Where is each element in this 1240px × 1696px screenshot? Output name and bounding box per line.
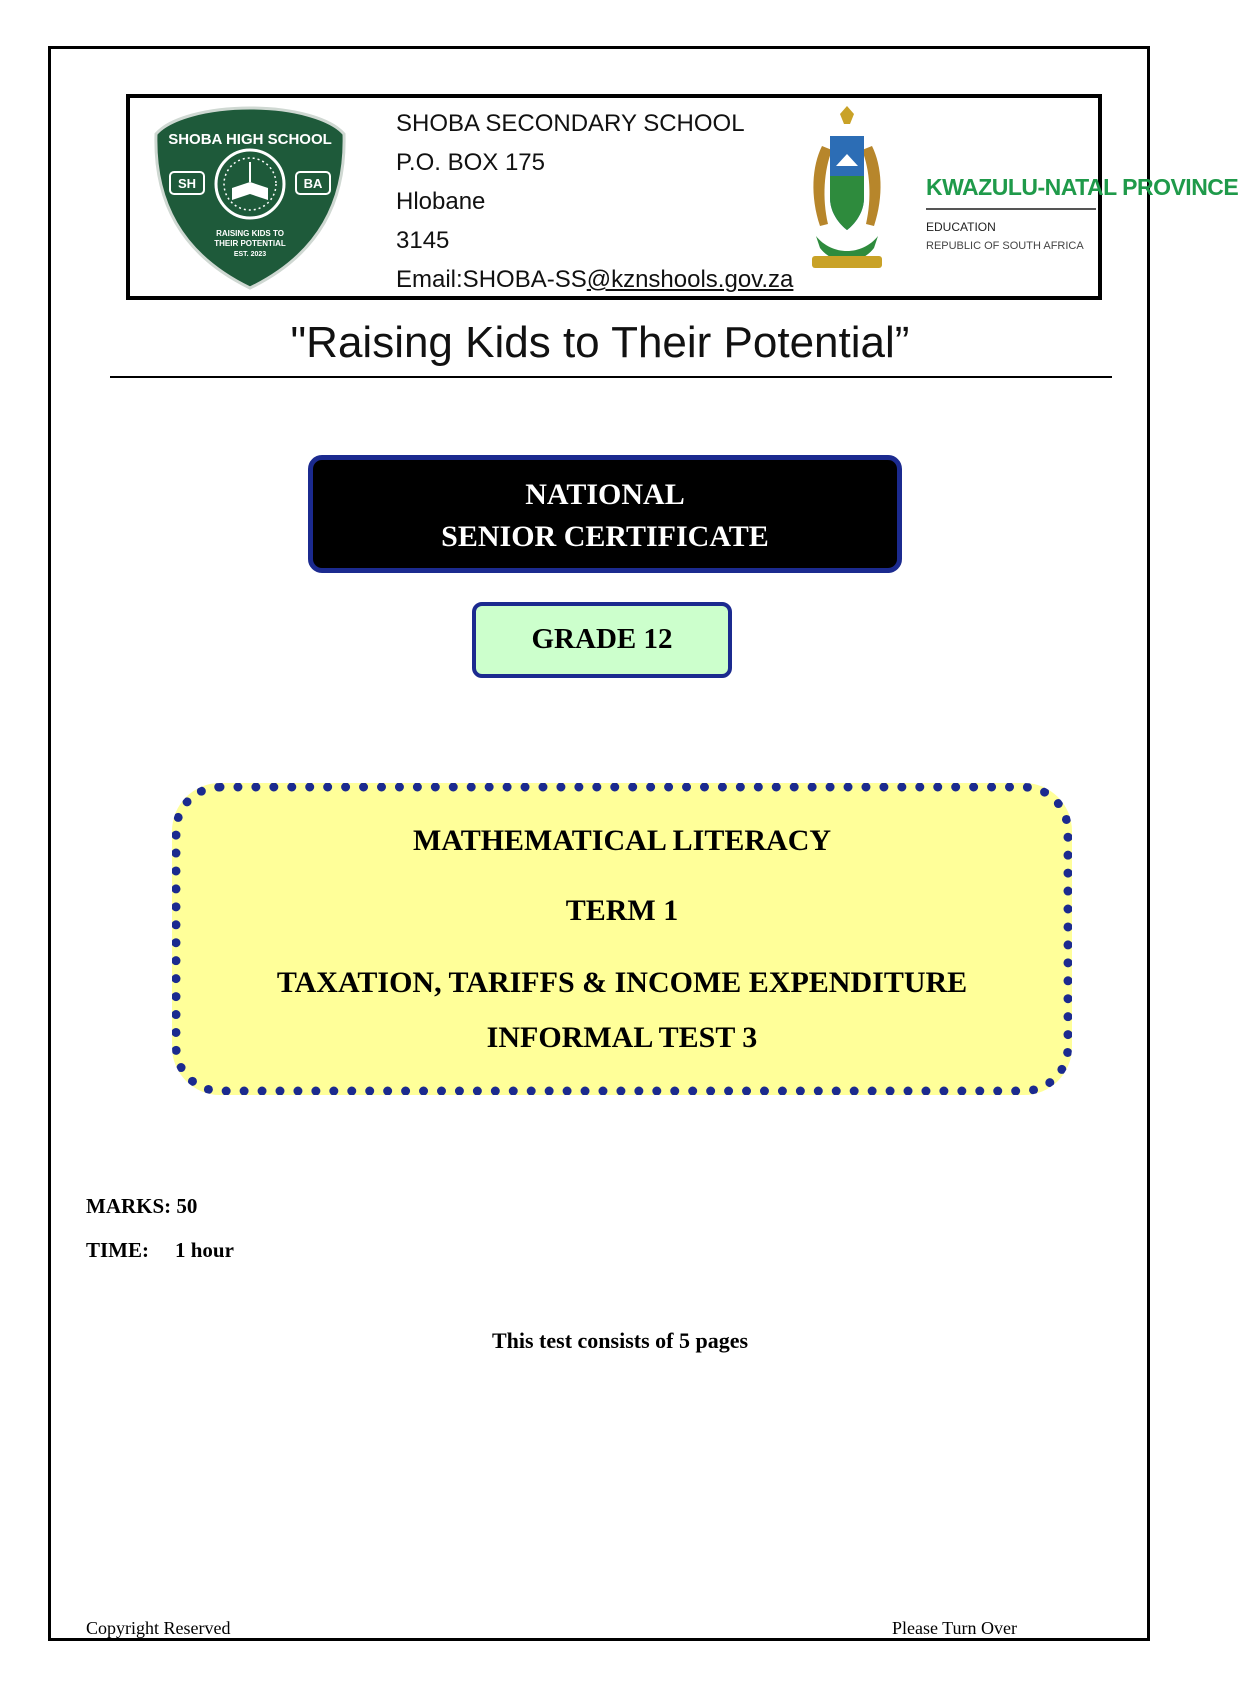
school-address (396, 104, 793, 299)
province-divider (926, 208, 1096, 210)
subject-panel (172, 783, 1072, 1095)
badge-established: EST. 2023 (233, 251, 267, 258)
school-name: SHOBA SECONDARY SCHOOL (396, 110, 745, 137)
time-label: TIME: (86, 1238, 149, 1262)
coat-of-arms-icon (802, 106, 892, 286)
school-motto: "Raising Kids to Their Potential” (290, 318, 910, 367)
province-name: KWAZULU-NATAL PROVINCE (926, 174, 1239, 200)
email-prefix: Email:SHOBA-SS (396, 266, 587, 293)
motto-divider (110, 376, 1112, 378)
email-line (396, 260, 793, 299)
badge-arc-text: SHOBA HIGH SCHOOL (168, 131, 332, 148)
footer-copyright: Copyright Reserved (86, 1618, 231, 1638)
subject-term: TERM 1 (565, 894, 679, 927)
postal-code: 3145 (396, 227, 450, 254)
badge-motto-line2: THEIR POTENTIAL (214, 239, 286, 248)
subject-test: INFORMAL TEST 3 (486, 1021, 758, 1054)
certificate-line1: NATIONAL (525, 478, 685, 511)
page-count-note: This test consists of 5 pages (491, 1328, 749, 1353)
town: Hlobane (396, 188, 486, 215)
school-badge-logo (152, 104, 348, 292)
subject-name: MATHEMATICAL LITERACY (412, 824, 832, 857)
marks-total: MARKS: 50 (86, 1194, 198, 1218)
badge-right-text: BA (303, 176, 323, 191)
certificate-banner (308, 455, 902, 573)
subject-topic: TAXATION, TARIFFS & INCOME EXPENDITURE (276, 966, 968, 999)
footer-turn-over: Please Turn Over (892, 1618, 1017, 1638)
po-box: P.O. BOX 175 (396, 149, 545, 176)
certificate-line2: SENIOR CERTIFICATE (441, 520, 769, 553)
grade-badge: GRADE 12 (472, 602, 732, 678)
badge-motto-line1: RAISING KIDS TO (216, 229, 284, 238)
badge-left-text: SH (177, 176, 197, 191)
province-country: REPUBLIC OF SOUTH AFRICA (926, 240, 1084, 252)
time-value: 1 hour (175, 1238, 234, 1262)
school-header (126, 94, 1239, 300)
province-department: EDUCATION (926, 220, 996, 234)
email-link[interactable]: @kznshools.gov.za (586, 266, 794, 293)
time-allowed (86, 1238, 234, 1263)
